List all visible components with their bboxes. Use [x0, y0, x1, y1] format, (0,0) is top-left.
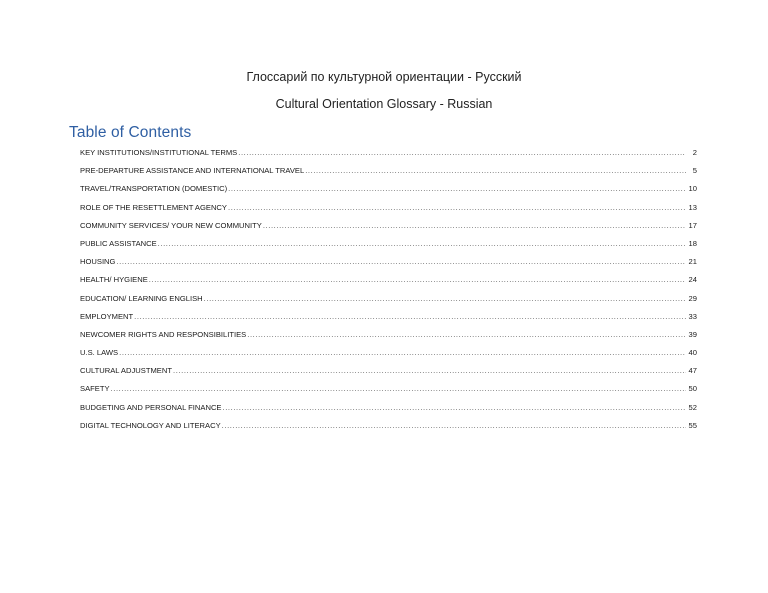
toc-dot-leader: [263, 217, 686, 235]
toc-dot-leader: [305, 162, 686, 180]
toc-entry-resettlement-agency[interactable]: [80, 199, 697, 217]
toc-page-number: 40: [688, 348, 697, 358]
toc-dot-leader: [173, 362, 686, 380]
toc-entry-label: CULTURAL ADJUSTMENT: [80, 366, 172, 376]
toc-entry-label: SAFETY: [80, 384, 110, 394]
document-title-english: Cultural Orientation Glossary - Russian: [275, 97, 493, 111]
toc-entry-label: PRE-DEPARTURE ASSISTANCE AND INTERNATIONAL TRAVEL: [80, 166, 305, 176]
toc-page-number: 24: [688, 275, 697, 285]
toc-entry-label: U.S. LAWS: [80, 348, 119, 358]
toc-dot-leader: [228, 199, 686, 217]
toc-page-number: 17: [688, 220, 697, 230]
toc-page-number: 5: [692, 166, 697, 176]
toc-page-number: 2: [692, 148, 697, 157]
toc-dot-leader: [238, 144, 686, 162]
toc-page-number: 55: [688, 420, 697, 430]
toc-entry-label: HEALTH/ HYGIENE: [80, 275, 148, 285]
toc-dot-leader: [223, 399, 687, 417]
toc-entry-label: DIGITAL TECHNOLOGY AND LITERACY: [80, 420, 221, 430]
toc-entry-us-laws[interactable]: [80, 344, 697, 362]
toc-entry-label: EMPLOYMENT: [80, 311, 134, 321]
toc-page-number: 13: [688, 202, 697, 212]
toc-page-number: 39: [688, 329, 697, 339]
toc-entry-cultural-adjustment[interactable]: [80, 362, 697, 380]
toc-entry-label: NEWCOMER RIGHTS AND RESPONSIBILITIES: [80, 329, 247, 339]
toc-page-number: 33: [688, 311, 697, 321]
toc-dot-leader: [158, 235, 686, 253]
toc-entry-label: EDUCATION/ LEARNING ENGLISH: [80, 293, 203, 303]
toc-entry-public-assistance[interactable]: [80, 235, 697, 253]
toc-page-number: 21: [688, 257, 697, 267]
toc-entry-label: BUDGETING AND PERSONAL FINANCE: [80, 402, 222, 412]
toc-dot-leader: [204, 290, 686, 308]
toc-page-number: 29: [688, 293, 697, 303]
toc-entry-label: PUBLIC ASSISTANCE: [80, 238, 157, 248]
toc-dot-leader: [228, 180, 686, 198]
toc-page-number: 18: [688, 238, 697, 248]
toc-dot-leader: [222, 417, 686, 435]
toc-dot-leader: [111, 380, 686, 398]
document-title-russian: Глоссарий по культурной ориентации - Русский: [246, 70, 522, 84]
toc-entry-employment[interactable]: [80, 308, 697, 326]
toc-page-number: 52: [688, 402, 697, 412]
toc-entry-community-services[interactable]: [80, 217, 697, 235]
toc-entry-education[interactable]: [80, 290, 697, 308]
toc-page-number: 10: [688, 184, 697, 194]
toc-page-number: 50: [688, 384, 697, 394]
toc-list: [80, 144, 697, 435]
toc-entry-pre-departure[interactable]: [80, 162, 697, 180]
toc-dot-leader: [134, 308, 686, 326]
toc-entry-label: TRAVEL/TRANSPORTATION (DOMESTIC): [80, 184, 228, 194]
toc-entry-travel-transportation[interactable]: [80, 180, 697, 198]
toc-entry-key-institutions[interactable]: [80, 144, 697, 162]
toc-entry-budgeting[interactable]: [80, 399, 697, 417]
toc-entry-digital-technology[interactable]: [80, 417, 697, 435]
toc-entry-label: KEY INSTITUTIONS/INSTITUTIONAL TERMS: [80, 148, 238, 157]
toc-dot-leader: [247, 326, 686, 344]
toc-page-number: 47: [688, 366, 697, 376]
toc-entry-housing[interactable]: [80, 253, 697, 271]
toc-entry-safety[interactable]: [80, 380, 697, 398]
toc-entry-health-hygiene[interactable]: [80, 271, 697, 289]
toc-dot-leader: [119, 344, 686, 362]
toc-dot-leader: [149, 271, 686, 289]
toc-entry-label: COMMUNITY SERVICES/ YOUR NEW COMMUNITY: [80, 220, 262, 230]
toc-entry-newcomer-rights[interactable]: [80, 326, 697, 344]
toc-heading: Table of Contents: [69, 124, 192, 141]
toc-dot-leader: [116, 253, 686, 271]
toc-entry-label: ROLE OF THE RESETTLEMENT AGENCY: [80, 202, 227, 212]
toc-entry-label: HOUSING: [80, 257, 116, 267]
